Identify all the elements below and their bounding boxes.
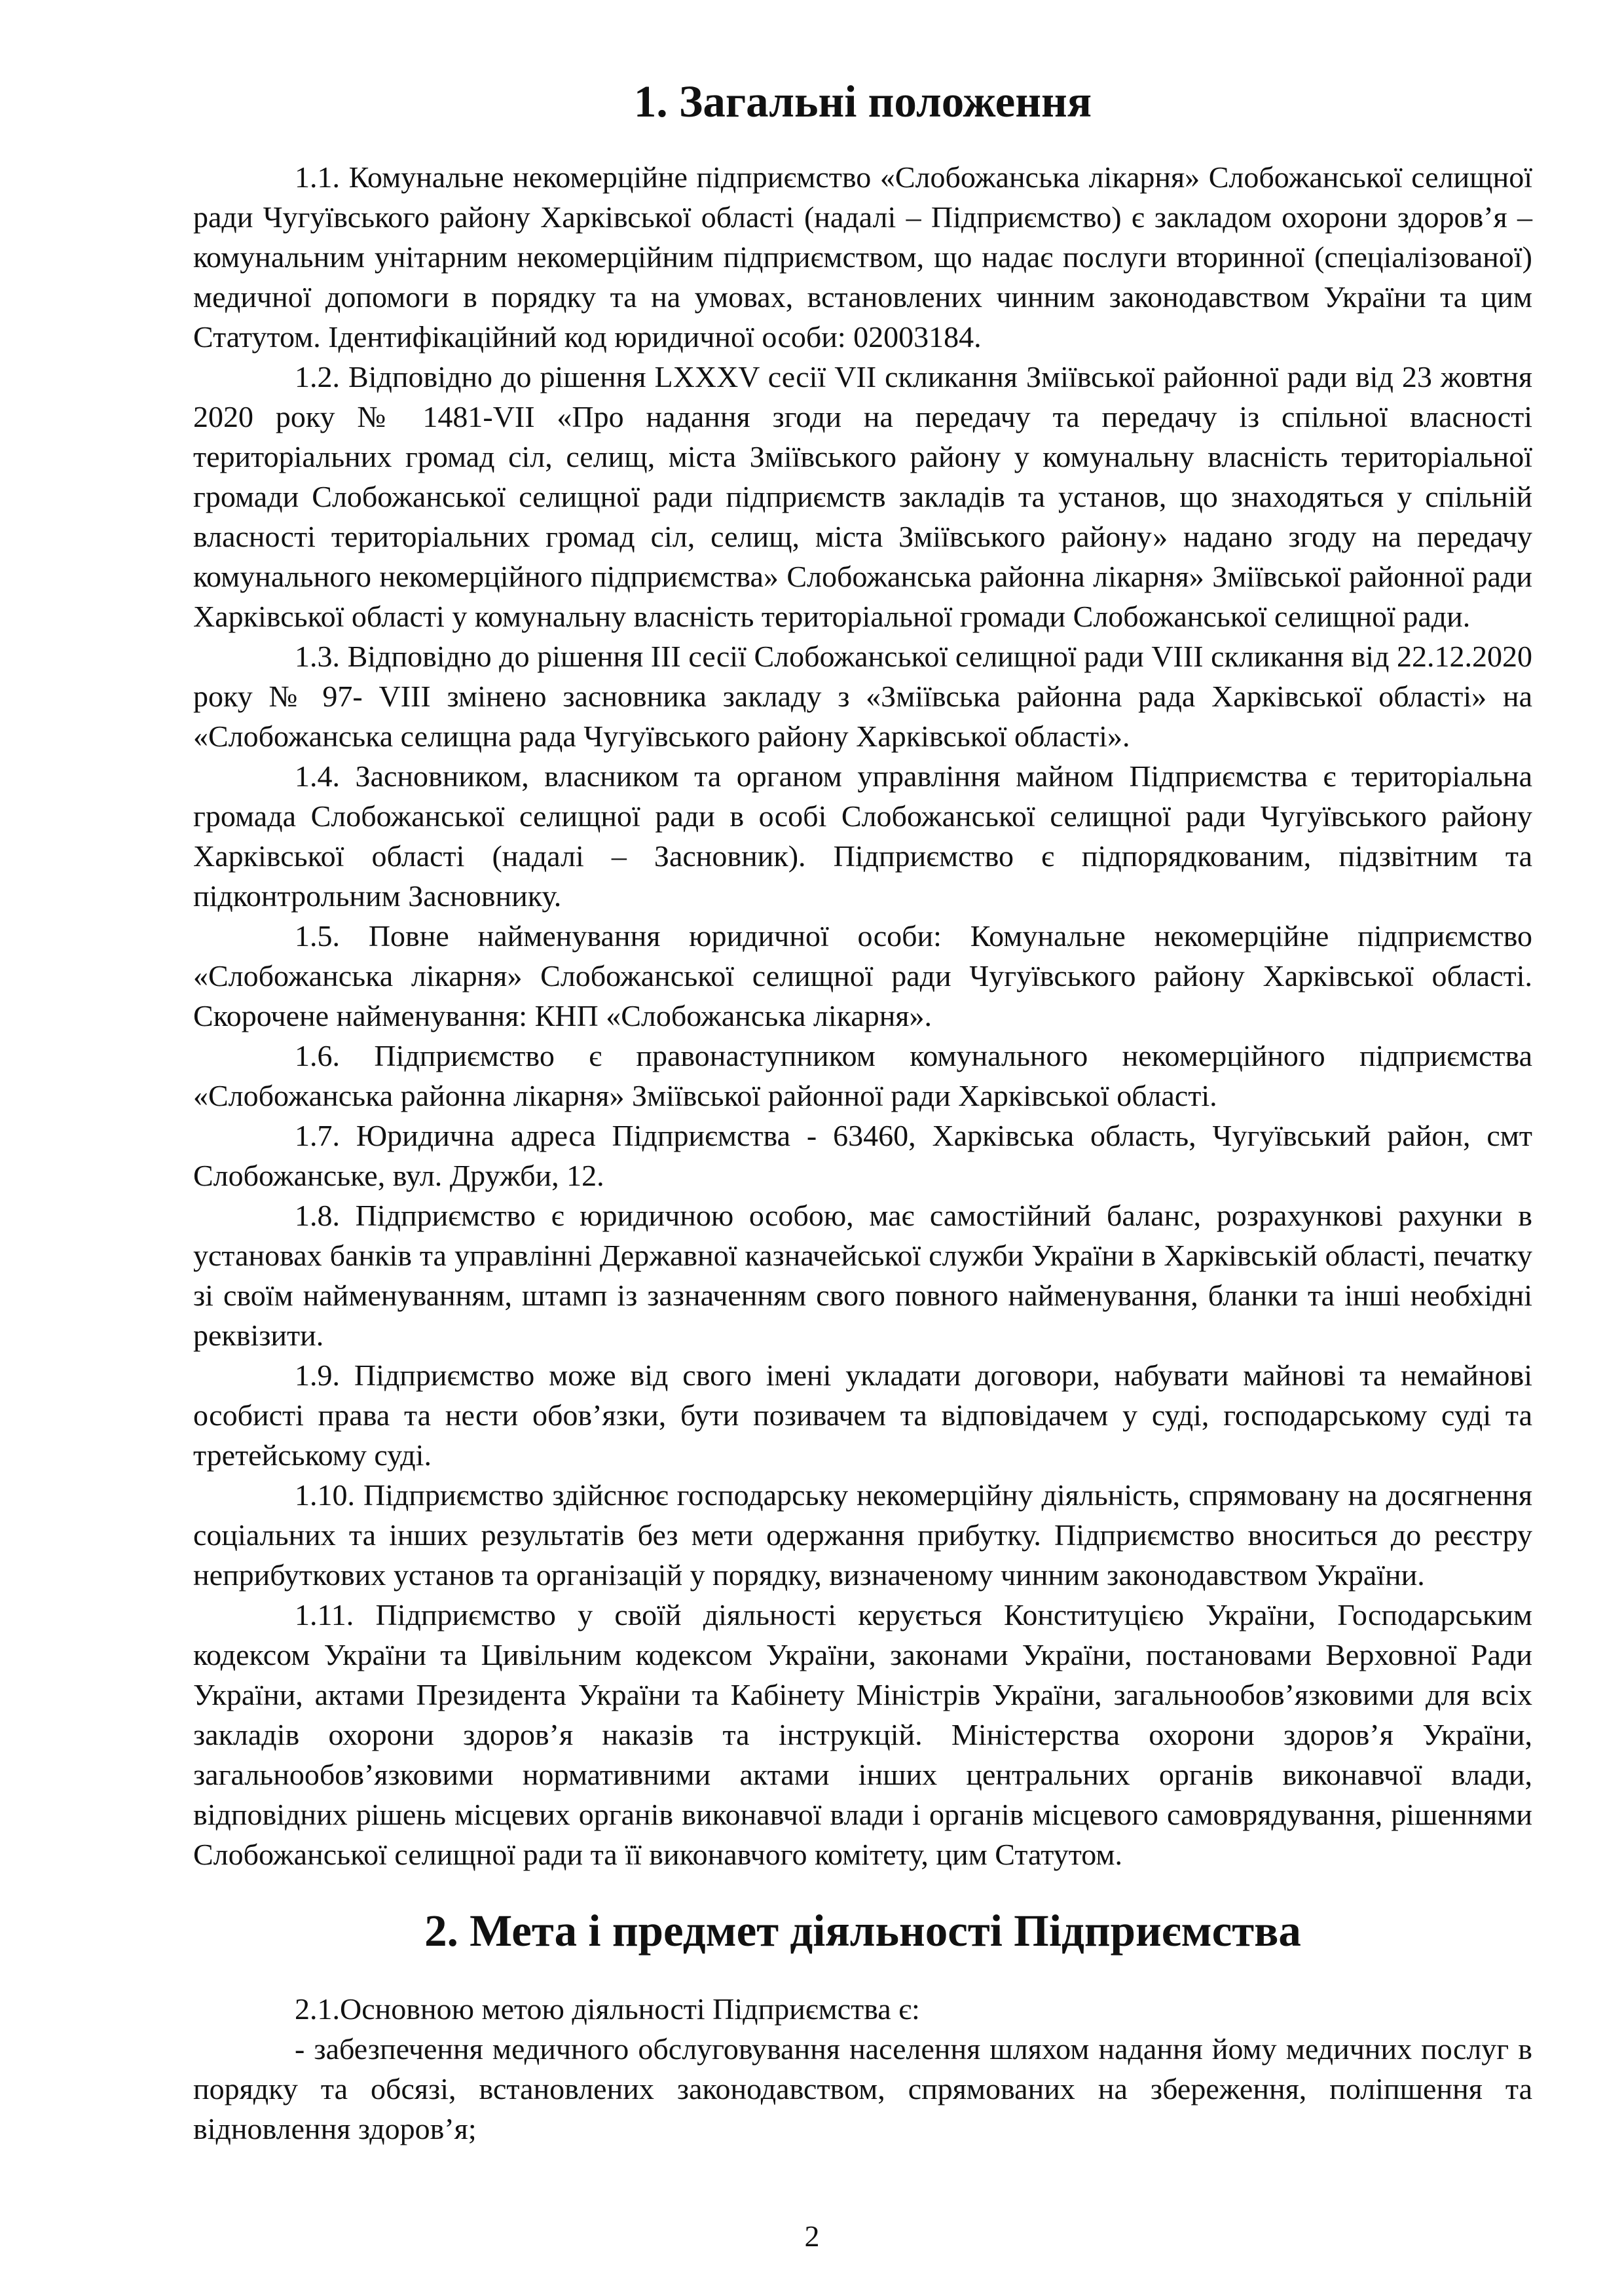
section-1-heading: 1. Загальні положення <box>633 77 1092 126</box>
paragraph-1-4: 1.4. Засновником, власником та органом управління майном Підприємства є територіальна громада Слобожанської селищної ради в особі Слобожанської селищної ради Чугуївського району Харківської області (надалі – Засновник). Підприємство є підпорядкованим, підзвітним та підконтрольним Засновнику. <box>193 759 1532 913</box>
paragraph-1-1: 1.1. Комунальне некомерційне підприємство «Слобожанська лікарня» Слобожанської селищної ради Чугуївського району Харківської області (надалі – Підприємство) є закладом охорони здоров’я – комунальним унітарним некомерційним підприємством, що надає послуги вторинної (спеціалізованої) медичної допомоги в порядку та на умовах, встановлених чинним законодавством України та цим Статутом. Ідентифікаційний код юридичної особи: 02003184. <box>193 160 1532 354</box>
section-2-heading: 2. Мета і предмет діяльності Підприємства <box>424 1906 1301 1956</box>
paragraph-1-8: 1.8. Підприємство є юридичною особою, має самостійний баланс, розрахункові рахунки в установах банків та управлінні Державної казначейської служби України в Харківській області, печатку зі своїм найменуванням, штамп із зазначенням свого повного найменування, бланки та інші необхідні реквізити. <box>193 1199 1532 1352</box>
list-item: - забезпечення медичного обслуговування населення шляхом надання йому медичних послуг в порядку та обсязі, встановлених законодавством, спрямованих на збереження, поліпшення та відновлення здоров’я; <box>193 2032 1532 2145</box>
paragraph-1-6: 1.6. Підприємство є правонаступником комунального некомерційного підприємства «Слобожанська районна лікарня» Зміївської районної ради Харківської області. <box>193 1039 1532 1112</box>
paragraph-1-9: 1.9. Підприємство може від свого імені укладати договори, набувати майнові та немайнові особисті права та нести обов’язки, бути позивачем та відповідачем у суді, господарському суді та третейському суді. <box>193 1358 1532 1472</box>
paragraph-2-1: 2.1.Основною метою діяльності Підприємства є: <box>295 1992 920 2026</box>
paragraph-1-11: 1.11. Підприємство у своїй діяльності керується Конституцією України, Господарським кодексом України та Цивільним кодексом України, законами України, постановами Верховної Ради України, актами Президента України та Кабінету Міністрів України, загальнообов’язковими для всіх закладів охорони здоров’я наказів та інструкцій. Міністерства охорони здоров’я України, загальнообов’язковими нормативними актами інших центральних органів виконавчої влади, відповідних рішень місцевих органів виконавчої влади і органів місцевого самоврядування, рішеннями Слобожанської селищної ради та її виконавчого комітету, цим Статутом. <box>193 1598 1532 1871</box>
paragraph-1-10: 1.10. Підприємство здійснює господарську некомерційну діяльність, спрямовану на досягнення соціальних та інших результатів без мети одержання прибутку. Підприємство вноситься до реєстру неприбуткових установ та організацій у порядку, визначеному чинним законодавством України. <box>193 1478 1532 1592</box>
paragraph-1-3: 1.3. Відповідно до рішення III сесії Слобожанської селищної ради VIII скликання від 22.12.2020 року № 97- VIII змінено засновника закладу з «Зміївська районна рада Харківської області» на «Слобожанська селищна рада Чугуївського району Харківської області». <box>193 640 1532 753</box>
paragraph-1-7: 1.7. Юридична адреса Підприємства - 63460, Харківська область, Чугуївський район, смт Слобожанське, вул. Дружби, 12. <box>193 1119 1532 1192</box>
paragraph-1-2: 1.2. Відповідно до рішення LXXXV сесії VII скликання Зміївської районної ради від 23 жовтня 2020 року № 1481-VII «Про надання згоди на передачу та передачу із спільної власності територіальних громад сіл, селищ, міста Зміївського району у комунальну власність територіальної громади Слобожанської селищної ради підприємств закладів та установ, що знаходяться у спільній власності територіальних громад сіл, селищ, міста Зміївського району» надано згоду на передачу комунального некомерційного підприємства» Слобожанська районна лікарня» Зміївської районної ради Харківської області у комунальну власність територіальної громади Слобожанської селищної ради. <box>193 360 1532 633</box>
page-number: 2 <box>804 2219 820 2253</box>
paragraph-1-5: 1.5. Повне найменування юридичної особи: Комунальне некомерційне підприємство «Слобожанська лікарня» Слобожанської селищної ради Чугуївського району Харківської області. Скорочене найменування: КНП «Слобожанська лікарня». <box>193 919 1532 1032</box>
